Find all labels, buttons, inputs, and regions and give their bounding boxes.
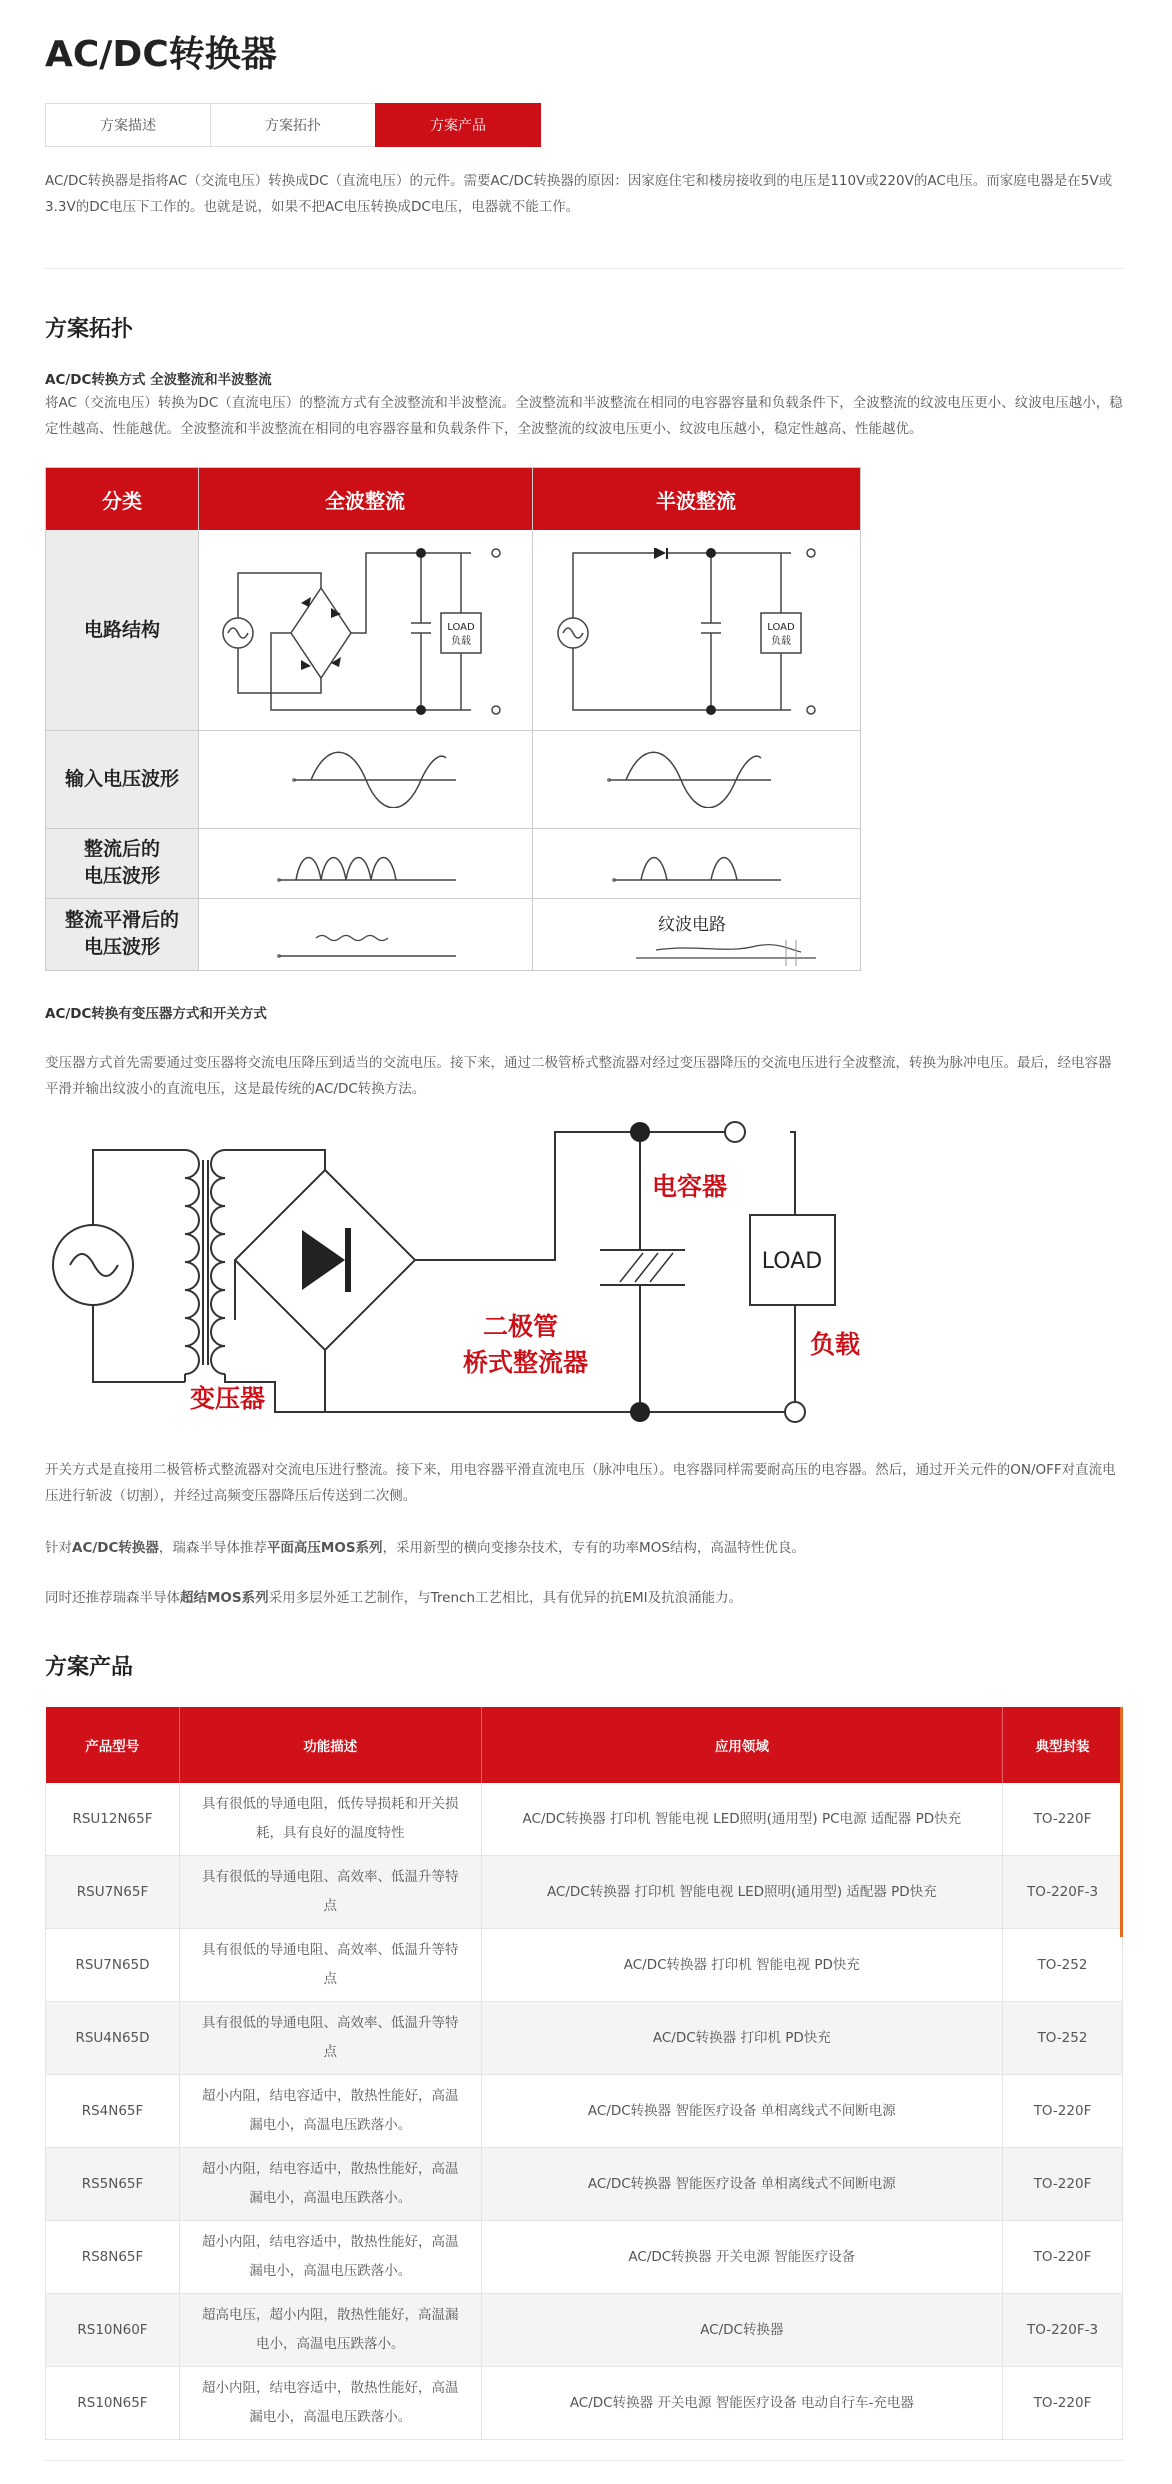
full-wave-smoothed-waveform [276,918,476,963]
row-label-rectified-line1: 整流后的 [83,838,160,860]
full-wave-input-waveform [291,748,471,808]
tab-topology[interactable]: 方案拓扑 [210,103,376,147]
desc4-pre: 针对 [45,1540,72,1556]
cell-app: AC/DC转换器 打印机 智能电视 LED照明(通用型) PC电源 适配器 PD快充 [481,1783,1002,1856]
cell-app: AC/DC转换器 智能医疗设备 单相离线式不间断电源 [481,2075,1002,2148]
cell-app: AC/DC转换器 开关电源 智能医疗设备 [481,2221,1002,2294]
grid-line [532,468,533,970]
table-row [46,1783,1123,1856]
intro-text: AC/DC转换器是指将AC（交流电压）转换成DC（直流电压）的元件。需要AC/DC转换器的原因：因家庭住宅和楼房接收到的电压是110V或220V的AC电压。而家庭电器是在5V或3.3V的DC电压下工作的。也就是说，如果不把AC电压转换成DC电压，电器就不能工作。 [45,173,1113,215]
col-header-app: 应用领域 [481,1707,1002,1783]
cell-pkg: TO-220F-3 [1003,1856,1123,1929]
topology-desc-3: 开关方式是直接用二极管桥式整流器对交流电压进行整流。接下来，用电容器平滑直流电压（脉冲电压）。电容器同样需要耐高压的电容器。然后，通过开关元件的ON/OFF对直流电压进行斩波（切割），并经过高频变压器降压后传送到二次侧。 [45,1462,1116,1504]
cell-app: AC/DC转换器 打印机 智能电视 PD快充 [481,1929,1002,2002]
cell-desc: 超小内阻，结电容适中，散热性能好，高温漏电小，高温电压跌落小。 [179,2367,481,2440]
cell-pkg: TO-220F [1003,2221,1123,2294]
col-header-desc: 功能描述 [179,1707,481,1783]
cell-app: AC/DC转换器 打印机 PD快充 [481,2002,1002,2075]
topology-desc-5 [45,1585,1123,1611]
table-row [46,2148,1123,2221]
row-label-smoothed [46,898,198,970]
table-row [46,2294,1123,2367]
topology-desc-4 [45,1535,1123,1561]
desc4-bold-2: 平面高压MOS系列 [266,1540,383,1556]
cell-desc: 超小内阻，结电容适中，散热性能好，高温漏电小，高温电压跌落小。 [179,2221,481,2294]
col-header-half-wave: 半波整流 [532,468,860,530]
desc4-bold-1: AC/DC转换器 [72,1540,159,1556]
grid-line [46,730,860,731]
load-box-en: LOAD [767,622,795,633]
load-box-cn: 负载 [771,636,791,647]
col-header-model: 产品型号 [46,1707,180,1783]
tab-bar [45,103,540,147]
transformer-label: 变压器 [190,1384,266,1413]
cell-desc: 超小内阻，结电容适中，散热性能好，高温漏电小，高温电压跌落小。 [179,2075,481,2148]
products-table [45,1707,1123,2440]
transformer-rectifier-diagram [45,1120,865,1440]
ripple-label: 纹波电路 [658,915,726,935]
cell-desc: 超高电压，超小内阻，散热性能好，高温漏电小，高温电压跌落小。 [179,2294,481,2367]
bottom-divider [45,2460,1123,2461]
half-wave-input-waveform [606,748,786,808]
cell-desc: 超小内阻，结电容适中，散热性能好，高温漏电小，高温电压跌落小。 [179,2148,481,2221]
grid-line [198,468,199,970]
desc4-mid: ，瑞森半导体推荐 [158,1540,267,1556]
topology-subheading-1: AC/DC转换方式 全波整流和半波整流 [45,372,272,388]
half-wave-circuit-diagram [551,548,851,718]
cell-model: RSU7N65F [46,1856,180,1929]
cell-pkg: TO-220F [1003,1783,1123,1856]
grid-line [46,898,860,899]
load-box-cn: 负载 [451,636,471,647]
diode-label-line1: 二极管 [483,1312,559,1341]
tab-description[interactable]: 方案描述 [45,103,211,147]
desc5-post: 采用多层外延工艺制作，与Trench工艺相比，具有优异的抗EMI及抗浪涌能力。 [268,1590,743,1606]
cell-desc: 具有很低的导通电阻、高效率、低温升等特点 [179,1856,481,1929]
cell-model: RS5N65F [46,2148,180,2221]
cell-pkg: TO-252 [1003,1929,1123,2002]
col-header-category: 分类 [46,468,198,530]
table-scrollbar[interactable] [1120,1707,1123,1937]
load-label: 负载 [810,1330,861,1359]
topology-desc-1: 将AC（交流电压）转换为DC（直流电压）的整流方式有全波整流和半波整流。全波整流和半波整流在相同的电容器容量和负载条件下，全波整流的纹波电压更小、纹波电压越小，稳定性越高、性能越优。全波整流和半波整流在相同的电容器容量和负载条件下，全波整流的纹波电压更小、纹波电压越小，稳定性越高、性能越优。 [45,395,1123,437]
half-wave-rectified-waveform [611,840,811,890]
cell-pkg: TO-252 [1003,2002,1123,2075]
grid-line [46,828,860,829]
topology-subheading-2: AC/DC转换有变压器方式和开关方式 [45,1006,267,1022]
desc4-post: ，采用新型的横向变掺杂技术，专有的功率MOS结构，高温特性优良。 [382,1540,805,1556]
page-title: AC/DC转换器 [45,34,277,75]
row-label-rectified-line2: 电压波形 [83,865,160,887]
cell-pkg: TO-220F-3 [1003,2294,1123,2367]
table-row [46,2221,1123,2294]
rectifier-comparison-table [45,467,861,971]
diode-label-line2: 桥式整流器 [463,1348,589,1377]
cell-model: RSU12N65F [46,1783,180,1856]
topology-desc-2: 变压器方式首先需要通过变压器将交流电压降压到适当的交流电压。接下来，通过二极管桥式整流器对经过变压器降压的交流电压进行全波整流，转换为脉冲电压。最后，经电容器平滑并输出纹波小的直流电压，这是最传统的AC/DC转换方法。 [45,1055,1112,1097]
table-row [46,2002,1123,2075]
cell-app: AC/DC转换器 [481,2294,1002,2367]
transformer-circuit-svg [45,1120,865,1440]
col-header-pkg: 典型封装 [1003,1707,1123,1783]
cell-app: AC/DC转换器 开关电源 智能医疗设备 电动自行车-充电器 [481,2367,1002,2440]
table-row [46,2367,1123,2440]
load-box-label: LOAD [761,1249,823,1274]
row-label-smoothed-line1: 整流平滑后的 [64,909,179,931]
cell-model: RS10N65F [46,2367,180,2440]
capacitor-label: 电容器 [652,1172,728,1201]
row-label-rectified [46,828,198,898]
cell-app: AC/DC转换器 打印机 智能电视 LED照明(通用型) 适配器 PD快充 [481,1856,1002,1929]
half-wave-smoothed-waveform [636,938,836,968]
desc5-bold: 超结MOS系列 [180,1590,269,1606]
cell-model: RSU7N65D [46,1929,180,2002]
row-label-smoothed-line2: 电压波形 [83,936,160,958]
row-label-input: 输入电压波形 [46,730,198,828]
tab-products[interactable]: 方案产品 [375,103,541,147]
cell-pkg: TO-220F [1003,2148,1123,2221]
divider [45,268,1123,269]
topology-heading: 方案拓扑 [45,317,134,342]
cell-model: RS8N65F [46,2221,180,2294]
cell-desc: 具有很低的导通电阻、高效率、低温升等特点 [179,1929,481,2002]
row-label-circuit: 电路结构 [46,530,198,730]
cell-model: RS10N60F [46,2294,180,2367]
products-heading: 方案产品 [45,1655,134,1680]
table-row [46,2075,1123,2148]
table-header-row [46,1707,1123,1783]
cell-model: RS4N65F [46,2075,180,2148]
full-wave-circuit-diagram [216,548,516,718]
cell-pkg: TO-220F [1003,2075,1123,2148]
cell-desc: 具有很低的导通电阻、高效率、低温升等特点 [179,2002,481,2075]
load-box-en: LOAD [447,622,475,633]
table-row [46,1929,1123,2002]
cell-app: AC/DC转换器 智能医疗设备 单相离线式不间断电源 [481,2148,1002,2221]
cell-model: RSU4N65D [46,2002,180,2075]
desc5-pre: 同时还推荐瑞森半导体 [45,1590,180,1606]
col-header-full-wave: 全波整流 [198,468,532,530]
table-row [46,1856,1123,1929]
cell-pkg: TO-220F [1003,2367,1123,2440]
full-wave-rectified-waveform [276,840,476,890]
cell-desc: 具有很低的导通电阻，低传导损耗和开关损耗，具有良好的温度特性 [179,1783,481,1856]
